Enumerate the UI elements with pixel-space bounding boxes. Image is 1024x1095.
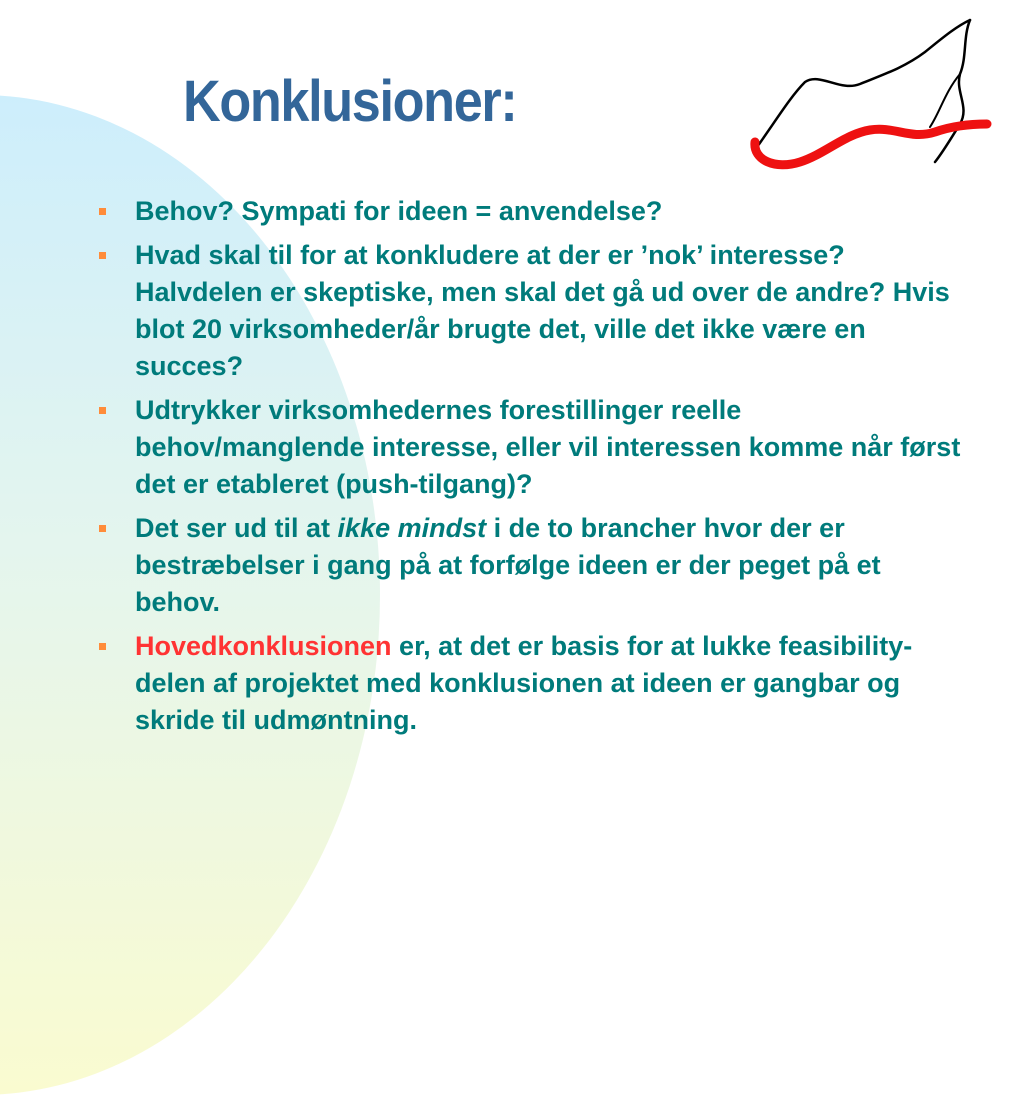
bullet-item (97, 193, 967, 230)
square-bullet-icon (99, 208, 106, 215)
bullet-text: Behov? Sympati for ideen = anvendelse? (135, 196, 663, 226)
bullet-text-before: Det ser ud til at (135, 513, 338, 543)
square-bullet-icon (99, 643, 106, 650)
bullet-item (97, 392, 967, 503)
square-bullet-icon (99, 252, 106, 259)
bullet-emphasis: ikke mindst (337, 513, 487, 543)
bullet-list (97, 193, 967, 746)
square-bullet-icon (99, 407, 106, 414)
slide-title: Konklusioner: (183, 69, 517, 134)
bullet-highlight: Hovedkonklusionen (135, 631, 392, 661)
bullet-text: Hvad skal til for at konkludere at der er ’nok’ interesse? Halvdelen er skeptiske, men skal det gå ud over de andre? Hvis blot 20 virksomheder/år brugte det, ville det ikke være en succes? (135, 240, 950, 381)
bullet-text-after: i de to brancher hvor der er bestræbelser i gang på at forfølge ideen er der peget på et behov. (135, 513, 881, 617)
bullet-item (97, 628, 967, 739)
brush-stroke-logo-icon (745, 12, 995, 182)
bullet-text-after: er, at det er basis for at lukke feasibility-delen af projektet med konklusionen at ideen er gangbar og skride til udmøntning. (135, 631, 913, 735)
bullet-item (97, 510, 967, 621)
bullet-item (97, 237, 967, 385)
bullet-text: Udtrykker virksomhedernes forestillinger reelle behov/manglende interesse, eller vil interessen komme når først det er etableret (push-tilgang)? (135, 395, 961, 499)
square-bullet-icon (99, 525, 106, 532)
